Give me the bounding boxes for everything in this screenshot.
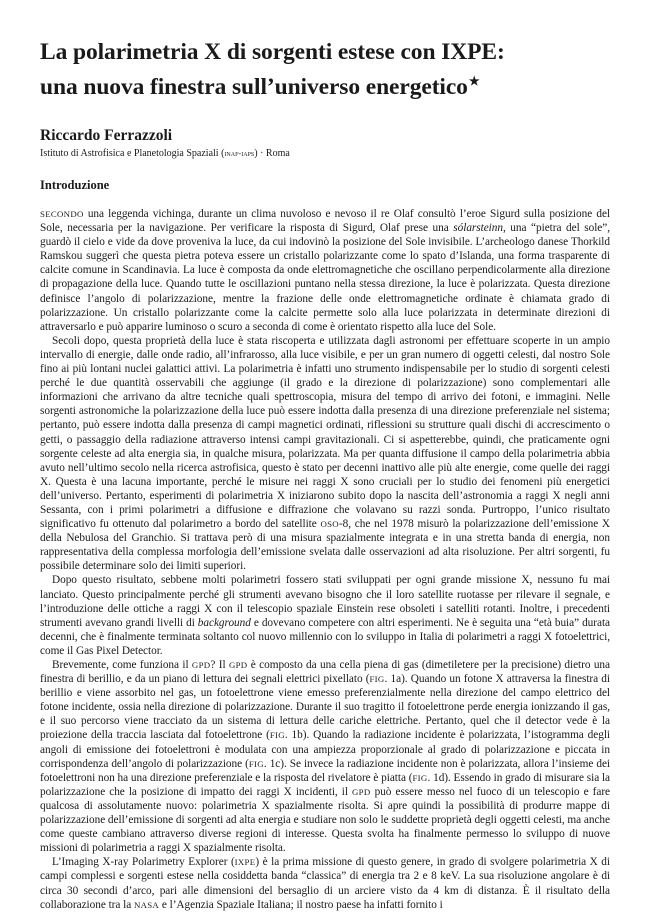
figure-ref[interactable]: FIG xyxy=(369,674,385,685)
acronym: IXPE xyxy=(234,857,256,868)
text: . 1d). Essendo in grado di misurare sia la polarizzazione che la posizione di impatto dei raggi X incidenti, il xyxy=(40,771,610,798)
text: ) è la prima missione di questo genere, in grado di svolgere polarimetria X di campi complessi e sorgenti estese nella cosiddetta banda “classica” di energia tra xyxy=(40,856,610,883)
paragraph xyxy=(40,207,610,334)
number: 8 xyxy=(431,870,437,883)
paragraph xyxy=(40,573,610,658)
affiliation-acronym: inaf-iaps xyxy=(224,148,255,158)
title-colon: : xyxy=(496,39,505,65)
number: 30 xyxy=(67,884,79,897)
text: Secoli dopo, questa proprietà della luce è stata riscoperta e utilizzata dagli astronomi per effettuare scoperte in un ampio intervallo di energie, dalle onde radio, all’infrarosso, alla luce visibile, e per un gran numero di oggetti celesti, dal nostro Sole fino ai più lontani nuclei galattici attivi. La polarimetria è infatti uno strumento indispensabile per lo studio di sorgenti celesti perché le due quantità osservabili che aggiunge (il grado e la direzione di polarizzazione) sono complementari alle informazioni che arrivano da altre tecniche quali spettroscopia, misura del tempo di arrivo dei fotoni, e immagini. Nelle sorgenti astronomiche la polarizzazione della luce può essere indotta dalla presenza di una direzione preferenziale nel sistema; pertanto, può essere indotta dalla presenza di campi magnetici ordinati, riflessioni su strutture quali dischi di accrescimento o getti, o passaggio della radiazione attraverso intensi campi gravitazionali. Ci si aspetterebbe, quindi, che praticamente ogni sorgente celeste ad alta energia sia, in qualche misura, polarizzata. Ma per quanta diffusione il campo della polarimetria abbia avuto nell’ultimo secolo nella ricerca astrofisica, questo è stato per decenni inattivo alle più alte energie, come quelle dei raggi X. Questa è una lacuna importante, perché le misure nei raggi X sono cruciali per lo studio dei fenomeni più energetici dell’universo. Pertanto, esperimenti di polarimetria X iniziarono subito dopo la nascita dell’astronomia a raggi X negli anni Sessanta, con i primi polarimetri a diffusione e diffrazione che volavano su razzi sonda. Purtroppo, l’unico risultato significativo fu ottenuto dal polarimetro a bordo del satellite xyxy=(40,334,610,531)
text: misurò la polarizzazione dell’emissione X della Nebulosa del Granchio. Si trattava però di una misura spazialmente integrata e in una stretta banda di energia, non rappresentativa della complessa morfologia dell’emissione svelata dalle osservazioni ad alta risoluzione. Per altri sorgenti, fu possibile determinare solo dei limiti superiori. xyxy=(40,518,610,573)
italic-term: background xyxy=(197,616,251,629)
figure-ref[interactable]: FIG xyxy=(412,772,428,783)
footnote-star-icon[interactable]: ★ xyxy=(468,74,480,88)
text: e dovevano competere con altri esperimenti. Ne è seguita una “età buia” durata decenni, che è finalmente terminata soltanto col nuovo millennio con lo sviluppo in Italia di polarimetri a raggi X fotoelettrici, come il Gas Pixel Detector. xyxy=(40,616,610,657)
section-heading: Introduzione xyxy=(40,178,110,192)
acronym: NASA xyxy=(133,899,160,910)
text: km di distanza. È il risultato della collaborazione tra la xyxy=(40,884,611,911)
title-line-1 xyxy=(40,38,610,67)
title-text: La polarimetria X di sorgenti estese con xyxy=(40,39,442,65)
italic-term: sólarsteinn xyxy=(453,222,503,235)
author-affiliation xyxy=(40,147,610,160)
text: . 1b). Quando la radiazione incidente è polarizzata, l’istogramma degli angoli di emissione dei fotoelettroni è modulata con una ampiezza proporzionale al grado di polarizzazione e piccata in corrispondenza dell’angolo di polarizzazione ( xyxy=(40,729,610,770)
text: , una “pietra del sole”, guardò il cielo e vide da dove proveniva la luce, da cui indovinò la posizione del Sole invisibile. L’archeologo danese Thorkild Ramskou suggerì che questa pietra poteva essere un cristallo polarizzante come lo spato d’Islanda, una forma trasparente di calcite comune in Scandinavia. La luce è composta da onde elettromagnetiche che oscillano perpendicolarmente alla direzione di propagazione della luce. Quando tutte le oscillazioni puntano nella stessa direzione, la luce è polarizzata. Questa direzione definisce l’angolo di polarizzazione, mentre la frazione delle onde elettromagnetiche ordinate è chiamata grado di polarizzazione. Un cristallo polarizzante come la calcite permette solo alla luce polarizzata in determinate direzioni di attraversarlo e può apparire luminoso o scuro a seconda di come è orientato rispetto alla luce del Sole. xyxy=(40,222,610,333)
paragraph xyxy=(40,855,610,911)
affiliation-text: ) · Roma xyxy=(254,148,290,159)
text: una leggenda vichinga, durante un clima nuvoloso e nevoso il re Olaf consultò l’eroe Sigurd sulla posizione del Sole, necessaria per la navigazione. Per verificare la risposta di Sigurd, Olaf prese una xyxy=(40,208,610,235)
text: Dopo questo risultato, sebbene molti polarimetri fossero stati sviluppati per ogni grande missione X, nessuno fu mai lanciato. Questo principalmente perché gli strumenti avevano bisogno che il loro satellite ruotasse per rilevare il segnale, e l’introduzione delle ottiche a raggi X con il telescopio spaziale Einstein rese obsoleti i satelliti rotanti. Inoltre, i precedenti strumenti avevano grandi livelli di xyxy=(40,574,610,629)
article-title xyxy=(40,38,610,102)
number: 4 xyxy=(433,884,439,897)
paragraph xyxy=(40,658,610,855)
acronym: GPD xyxy=(228,660,248,670)
title-text: una nuova finestra sull’universo energetico xyxy=(40,74,468,100)
affiliation-text: Istituto di Astrofisica e Planetologia Spaziali ( xyxy=(40,148,225,159)
year: 1978 xyxy=(391,518,414,531)
text: . 1c). Se invece la radiazione incidente non è polarizzata, allora l’insieme dei fotoelettroni non ha una direzione preferenziale e la risposta del rivelatore è piatta ( xyxy=(40,757,610,784)
acronym: GPD xyxy=(191,660,211,670)
text: può essere messo nel fuoco di un telescopio e fare qualcosa di assolutamente nuovo: polarimetria X spazialmente risolta. Si apre quindi la possibilità di produrre mappe di polarizzazione dell’emissione di sorgenti ad alta energia e studiare non solo le suddette proprietà degli oggetti celesti, ma anche come queste cambiano attraverso diverse regioni di interesse. Questa svolta ha finalmente permesso lo sviluppo di nuove missioni di polarimetria a raggi X spazialmente risolta. xyxy=(40,785,611,855)
text: è composto da una cella piena di gas (dimetiletere per la precisione) dietro una finestra di berillio, e da un piano di lettura dei segnali elettrici pixellato ( xyxy=(40,659,610,686)
number: 2 xyxy=(413,870,420,883)
dropcap-word: SECONDO xyxy=(40,209,84,219)
acronym: OSO xyxy=(320,519,339,530)
figure-ref[interactable]: FIG xyxy=(269,730,285,741)
article-body xyxy=(40,207,610,912)
text: Brevemente, come funziona il xyxy=(52,659,192,671)
text: e xyxy=(419,870,432,883)
acronym: GPD xyxy=(352,786,371,797)
text: -8, che nel xyxy=(338,518,392,531)
figure-ref[interactable]: FIG xyxy=(248,758,264,769)
text: e l’Agenzia Spaziale Italiana; il nostro paese ha infatti fornito i xyxy=(159,898,443,911)
author-name: Riccardo Ferrazzoli xyxy=(40,127,173,144)
title-mission-acronym: IXPE xyxy=(441,39,497,65)
title-line-2 xyxy=(40,67,610,102)
text: L’Imaging X-ray Polarimetry Explorer ( xyxy=(52,856,235,869)
text: ? Il xyxy=(210,659,229,671)
text: . 1a). Quando un fotone X attraversa la finestra di berillio e viene assorbito nel gas, un fotoelettrone viene emesso preferenzialmente nella direzione del campo elettrico del fotone incidente, ossia nella direzione di polarizzazione. Durante il suo tragitto il fotoelettrone perde energia ionizzando il gas, e il suo percorso viene tracciato da un sistema di lettura delle cariche elettriche. Pertanto, quel che il detector vede è la proiezione della traccia lasciata dal fotoelettrone ( xyxy=(40,673,610,742)
text: keV. La sua risoluzione angolare è di circa xyxy=(40,870,611,897)
text: secondi d’arco, pari alle dimensioni del bersaglio di un arciere visto da xyxy=(78,884,434,897)
paragraph xyxy=(40,334,610,574)
